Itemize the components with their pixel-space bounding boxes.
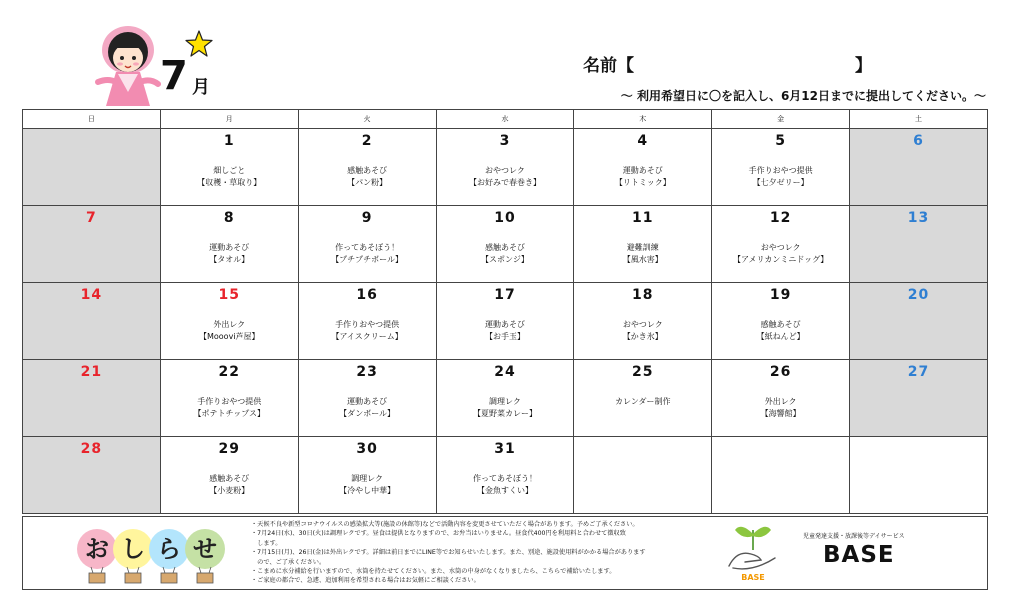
activity xyxy=(574,165,711,189)
notice-line: ので、ご了承ください。 xyxy=(251,558,326,566)
activity xyxy=(161,165,298,189)
calendar-day-cell[interactable] xyxy=(436,360,574,437)
day-number: 19 xyxy=(769,287,792,303)
calendar-day-cell[interactable] xyxy=(160,129,298,206)
activity xyxy=(437,473,574,497)
weekday-header: 月 xyxy=(160,110,298,129)
calendar-empty-cell xyxy=(850,437,988,514)
name-field-label: 名前【 xyxy=(583,56,634,76)
monthly-calendar xyxy=(22,109,988,514)
activity-detail: 【ダンボール】 xyxy=(339,409,396,418)
day-number: 25 xyxy=(632,364,654,380)
activity-title: 手作りおやつ提供 xyxy=(197,397,262,406)
day-number: 6 xyxy=(913,133,924,149)
activity-detail: 【リトミック】 xyxy=(614,178,671,187)
notice-heading-balloons xyxy=(75,525,235,587)
calendar-day-cell[interactable] xyxy=(850,129,988,206)
name-field-close-bracket: 】 xyxy=(855,56,872,76)
day-number: 10 xyxy=(494,210,516,226)
day-number: 20 xyxy=(907,287,930,303)
activity-title: 感触あそび xyxy=(484,243,525,252)
activity-title: 避難訓練 xyxy=(626,243,659,252)
day-number: 23 xyxy=(356,364,378,380)
calendar-day-cell[interactable] xyxy=(160,206,298,283)
activity-detail: 【小麦粉】 xyxy=(209,486,250,495)
logo-text: BASE xyxy=(741,573,765,582)
calendar-day-cell[interactable] xyxy=(850,283,988,360)
activity-title: 畑しごと xyxy=(213,166,246,175)
notice-line: ・こまめに水分補給を行いますので、水筒を持たせてください。また、水筒の中身がなくなりましたら、こちらで補給いたします。 xyxy=(251,568,616,576)
activity-title: 運動あそび xyxy=(347,397,388,406)
day-number: 12 xyxy=(769,210,792,226)
activity-title: 調理レク xyxy=(489,397,521,406)
calendar-day-cell[interactable] xyxy=(436,206,574,283)
day-number: 15 xyxy=(218,287,240,303)
activity xyxy=(299,242,436,266)
organization-subtitle: 児童発達支援・放課後等デイサービス xyxy=(803,533,905,540)
calendar-day-cell[interactable] xyxy=(160,437,298,514)
calendar-day-cell[interactable] xyxy=(298,206,436,283)
activity-title: 感触あそび xyxy=(760,320,801,329)
day-number: 14 xyxy=(80,287,103,303)
day-number: 17 xyxy=(494,287,516,303)
activity-detail: 【七夕ゼリー】 xyxy=(752,178,809,187)
activity xyxy=(712,319,849,343)
day-number: 21 xyxy=(80,364,103,380)
month-suffix: 月 xyxy=(192,77,210,98)
activity-title: 感触あそび xyxy=(347,166,388,175)
calendar-day-cell[interactable] xyxy=(298,360,436,437)
activity-detail: 【ポテトチップス】 xyxy=(193,409,265,418)
activity-title: おやつレク xyxy=(622,320,663,329)
day-number: 16 xyxy=(356,287,378,303)
activity-title: 手作りおやつ提供 xyxy=(748,166,813,175)
calendar-day-cell[interactable] xyxy=(436,283,574,360)
weekday-header: 火 xyxy=(298,110,436,129)
notice-line: ・7月24日(水)、30日(火)は調理レクです。昼食は提供となりますので、お弁当はいりません。昼食代400円を利用料と合わせて徴収致 xyxy=(251,530,626,538)
activity-detail: 【タオル】 xyxy=(209,255,250,264)
activity xyxy=(299,473,436,497)
princess-mascot-illustration xyxy=(88,22,168,108)
activity-title: おやつレク xyxy=(760,243,801,252)
calendar-day-cell[interactable] xyxy=(23,206,161,283)
calendar-day-cell[interactable] xyxy=(850,206,988,283)
activity-title: 運動あそび xyxy=(622,166,663,175)
calendar-day-cell[interactable] xyxy=(298,437,436,514)
activity xyxy=(712,242,849,266)
activity-detail: 【かき氷】 xyxy=(622,332,663,341)
submission-instruction: ～ 利用希望日に〇を記入し、6月12日までに提出してください。～ xyxy=(620,89,986,103)
day-number: 30 xyxy=(356,441,378,457)
activity-title: 外出レク xyxy=(764,397,797,406)
day-number: 26 xyxy=(769,364,792,380)
day-number: 1 xyxy=(223,133,235,149)
activity-title: おやつレク xyxy=(485,166,525,175)
notice-line: します。 xyxy=(251,539,282,547)
calendar-day-cell[interactable] xyxy=(436,129,574,206)
notice-heading-char: ら xyxy=(157,535,181,563)
weekday-header: 日 xyxy=(23,110,161,129)
activity-detail: 【風水害】 xyxy=(622,255,663,264)
activity-title: 外出レク xyxy=(213,320,246,329)
activity-title: 手作りおやつ提供 xyxy=(335,320,400,329)
notice-line: ・天候不良や新型コロナウイルスの感染拡大等(施設の休館等)などで活動内容を変更させていただく場合があります。予めご了承ください。 xyxy=(251,521,639,528)
calendar-day-cell[interactable] xyxy=(574,129,712,206)
day-number: 27 xyxy=(907,364,930,380)
notice-heading-char: し xyxy=(121,535,145,563)
day-number: 8 xyxy=(223,210,235,226)
activity-detail: 【海響館】 xyxy=(760,409,801,418)
calendar-day-cell[interactable] xyxy=(160,283,298,360)
activity-title: 感触あそび xyxy=(209,474,250,483)
notice-panel xyxy=(22,516,988,590)
calendar-day-cell[interactable] xyxy=(298,129,436,206)
calendar-week-row xyxy=(23,360,988,437)
day-number: 3 xyxy=(499,133,511,149)
calendar-week-row xyxy=(23,129,988,206)
activity xyxy=(712,396,849,420)
day-number: 11 xyxy=(632,210,654,226)
activity-detail: 【Mooovi芦屋】 xyxy=(198,332,260,341)
calendar-empty-cell xyxy=(23,129,161,206)
calendar-day-cell[interactable] xyxy=(712,283,850,360)
calendar-day-cell[interactable] xyxy=(850,360,988,437)
calendar-day-cell[interactable] xyxy=(298,283,436,360)
activity xyxy=(712,165,849,189)
activity-detail: 【夏野菜カレー】 xyxy=(472,409,537,418)
activity xyxy=(299,165,436,189)
weekday-header: 土 xyxy=(850,110,988,129)
activity xyxy=(161,319,298,343)
day-number: 5 xyxy=(775,133,787,149)
notice-heading-char: せ xyxy=(193,535,217,563)
calendar-day-cell[interactable] xyxy=(436,437,574,514)
day-number: 31 xyxy=(494,441,516,457)
calendar-week-row xyxy=(23,206,988,283)
activity-detail: 【金魚すくい】 xyxy=(476,486,533,495)
calendar-day-cell[interactable] xyxy=(23,437,161,514)
calendar-day-cell[interactable] xyxy=(23,360,161,437)
calendar-empty-cell xyxy=(574,437,712,514)
activity-detail: 【アイスクリーム】 xyxy=(331,332,403,341)
calendar-day-cell[interactable] xyxy=(712,206,850,283)
calendar-day-cell[interactable] xyxy=(574,360,712,437)
notice-list xyxy=(251,520,719,586)
activity xyxy=(574,319,711,343)
activity-title: 調理レク xyxy=(351,474,384,483)
activity-detail: 【プチプチボール】 xyxy=(331,255,404,264)
weekday-header-row xyxy=(23,110,988,129)
activity xyxy=(437,165,574,189)
activity-title: 作ってあそぼう！ xyxy=(472,474,537,483)
calendar-empty-cell xyxy=(712,437,850,514)
calendar-day-cell[interactable] xyxy=(160,360,298,437)
activity-title: 作ってあそぼう！ xyxy=(335,243,400,252)
activity-title: 運動あそび xyxy=(484,320,525,329)
activity-detail: 【アメリカンミニドッグ】 xyxy=(732,255,829,264)
month-number: 7 xyxy=(160,53,186,99)
calendar-day-cell[interactable] xyxy=(574,283,712,360)
day-number: 2 xyxy=(361,133,373,149)
calendar-day-cell[interactable] xyxy=(712,360,850,437)
weekday-header: 木 xyxy=(574,110,712,129)
activity-detail: 【お好みで春巻き】 xyxy=(468,178,541,187)
activity xyxy=(161,242,298,266)
day-number: 24 xyxy=(494,364,516,380)
notice-line: ・7月15日(月)、26日(金)は外出レクです。詳細は前日までにLINE等でお知らせいたします。また、別途、施設使用料がかかる場合があります xyxy=(251,549,646,557)
notice-line: ・ご家庭の都合で、急遽、追加利用を希望される場合はお気軽にご相談ください。 xyxy=(251,577,480,585)
day-number: 7 xyxy=(86,210,97,226)
activity-detail: 【パン粉】 xyxy=(347,178,388,187)
weekday-header: 水 xyxy=(436,110,574,129)
day-number: 28 xyxy=(80,441,103,457)
star-icon xyxy=(185,30,213,58)
weekday-header: 金 xyxy=(712,110,850,129)
activity xyxy=(574,242,711,266)
activity xyxy=(437,319,574,343)
calendar-week-row xyxy=(23,437,988,514)
activity-detail: 【冷やし中華】 xyxy=(339,486,396,495)
notice-heading-char: お xyxy=(85,535,109,563)
calendar-day-cell[interactable] xyxy=(23,283,161,360)
activity xyxy=(299,319,436,343)
activity-detail: 【紙ねんど】 xyxy=(756,332,805,341)
day-number: 18 xyxy=(632,287,654,303)
activity xyxy=(161,396,298,420)
activity xyxy=(299,396,436,420)
day-number: 4 xyxy=(637,133,649,149)
activity-detail: 【スポンジ】 xyxy=(481,255,529,264)
calendar-day-cell[interactable] xyxy=(712,129,850,206)
calendar-week-row xyxy=(23,283,988,360)
base-logo xyxy=(723,520,783,584)
activity xyxy=(574,396,711,408)
day-number: 22 xyxy=(218,364,240,380)
activity xyxy=(437,396,574,420)
day-number: 29 xyxy=(218,441,240,457)
activity-title: カレンダー制作 xyxy=(615,397,671,406)
activity xyxy=(161,473,298,497)
calendar-day-cell[interactable] xyxy=(574,206,712,283)
organization-name: BASE xyxy=(823,542,895,568)
activity-title: 運動あそび xyxy=(209,243,250,252)
activity-detail: 【収穫・草取り】 xyxy=(197,178,262,187)
activity xyxy=(437,242,574,266)
day-number: 13 xyxy=(907,210,930,226)
activity-detail: 【お手玉】 xyxy=(484,332,525,341)
day-number: 9 xyxy=(361,210,373,226)
